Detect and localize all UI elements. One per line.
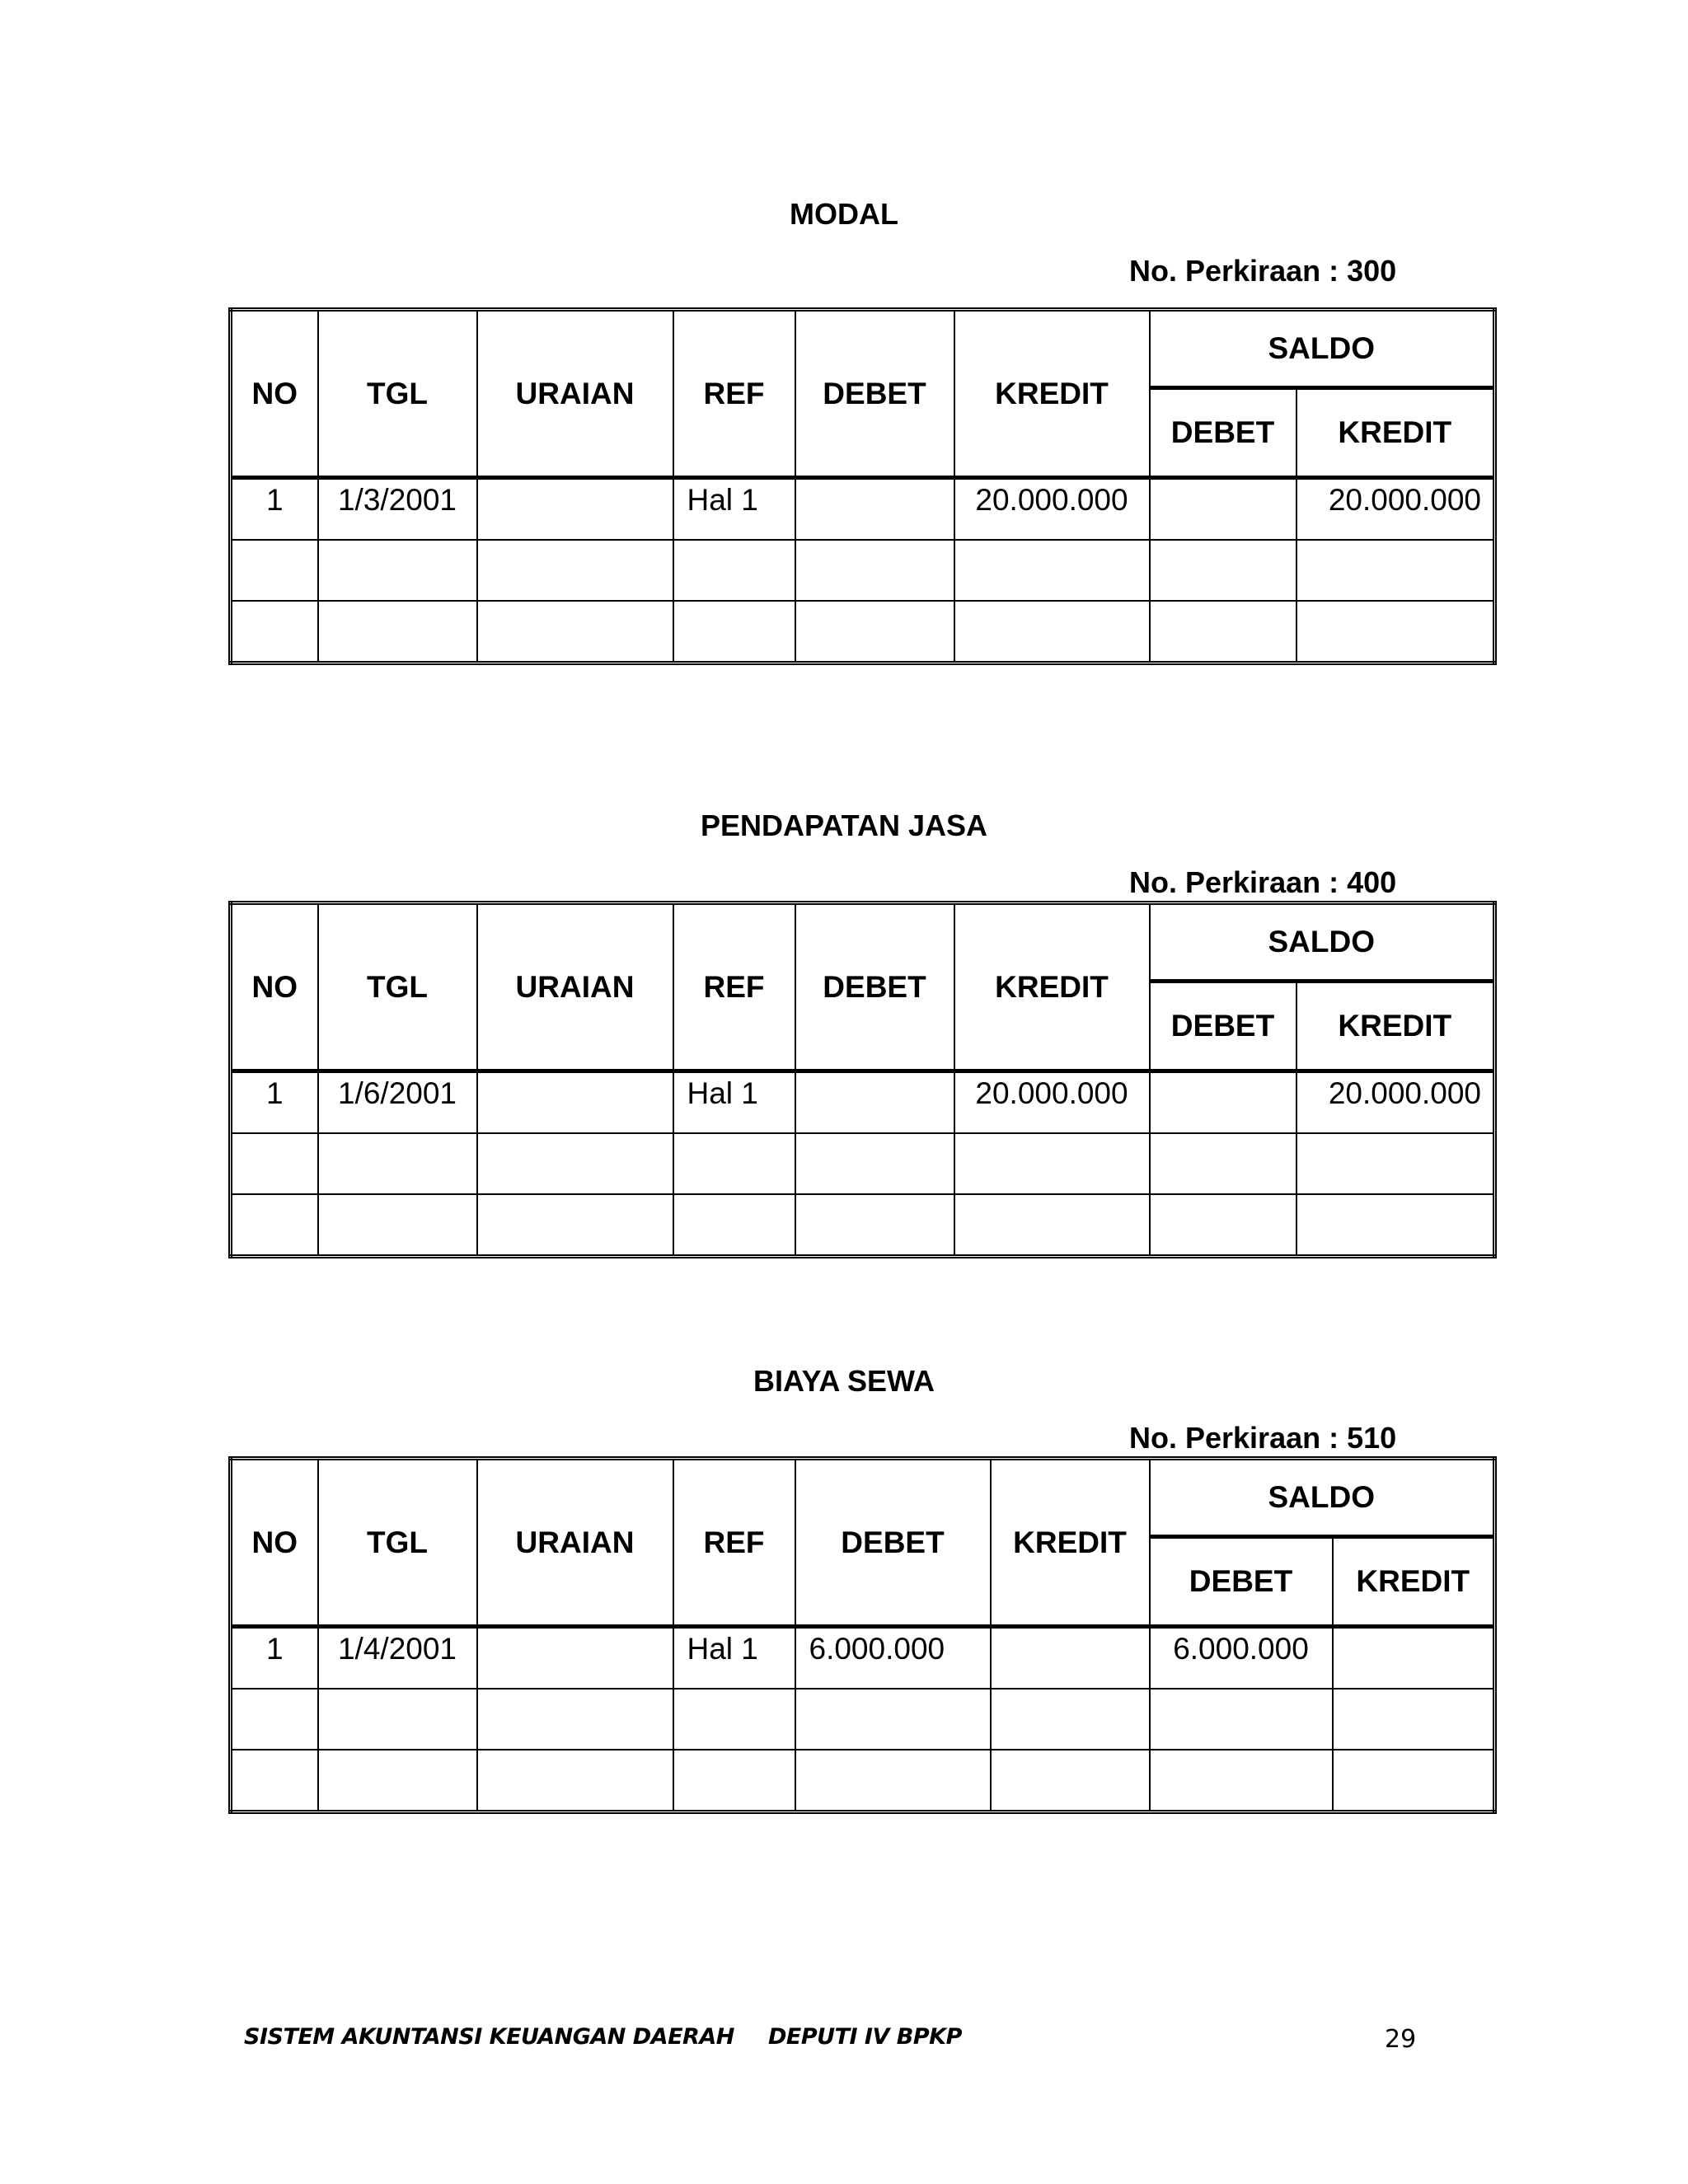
account-number: No. Perkiraan : 510	[1129, 1421, 1397, 1455]
footer-middle: DEPUTI IV BPKP	[768, 2024, 962, 2050]
cell-saldo-kredit	[1333, 1627, 1495, 1690]
cell-uraian	[477, 1071, 673, 1134]
ledger-table-pendapatan-jasa	[228, 901, 1497, 1258]
header-debet: DEBET	[795, 903, 954, 1071]
table-row-empty	[231, 1133, 1495, 1194]
cell-ref: Hal 1	[673, 478, 795, 541]
cell-debet	[795, 1071, 954, 1134]
ledger-title: MODAL	[790, 197, 898, 231]
cell-debet	[795, 478, 954, 541]
cell-saldo-debet	[1150, 478, 1296, 541]
header-saldo: SALDO	[1150, 310, 1495, 388]
cell-ref: Hal 1	[673, 1071, 795, 1134]
page-number: 29	[1385, 2025, 1417, 2054]
cell-no: 1	[231, 478, 318, 541]
table-row-empty	[231, 1689, 1495, 1750]
cell-ref: Hal 1	[673, 1627, 795, 1690]
cell-saldo-kredit: 20.000.000	[1296, 478, 1495, 541]
header-saldo-kredit: KREDIT	[1296, 982, 1495, 1071]
header-ref: REF	[673, 310, 795, 478]
header-ref: REF	[673, 903, 795, 1071]
header-tgl: TGL	[318, 903, 477, 1071]
cell-saldo-debet: 6.000.000	[1150, 1627, 1333, 1690]
header-debet: DEBET	[795, 310, 954, 478]
header-ref: REF	[673, 1459, 795, 1627]
cell-saldo-debet	[1150, 1071, 1296, 1134]
cell-debet: 6.000.000	[795, 1627, 991, 1690]
header-kredit: KREDIT	[991, 1459, 1150, 1627]
account-number: No. Perkiraan : 400	[1129, 865, 1397, 899]
cell-kredit: 20.000.000	[954, 1071, 1150, 1134]
header-tgl: TGL	[318, 1459, 477, 1627]
header-saldo-debet: DEBET	[1150, 1537, 1333, 1627]
cell-uraian	[477, 1627, 673, 1690]
header-uraian: URAIAN	[477, 310, 673, 478]
header-saldo-kredit: KREDIT	[1296, 388, 1495, 478]
ledger-title: BIAYA SEWA	[753, 1364, 935, 1398]
cell-no: 1	[231, 1627, 318, 1690]
ledger-title: PENDAPATAN JASA	[700, 808, 988, 842]
account-number: No. Perkiraan : 300	[1129, 254, 1397, 288]
cell-kredit	[991, 1627, 1150, 1690]
table-row-empty	[231, 540, 1495, 601]
header-uraian: URAIAN	[477, 903, 673, 1071]
table-row	[231, 1627, 1495, 1690]
header-debet: DEBET	[795, 1459, 991, 1627]
cell-uraian	[477, 478, 673, 541]
ledger-table-modal	[228, 307, 1497, 665]
cell-kredit: 20.000.000	[954, 478, 1150, 541]
table-row-empty	[231, 601, 1495, 663]
header-saldo: SALDO	[1150, 1459, 1495, 1537]
footer-left: SISTEM AKUNTANSI KEUANGAN DAERAH	[244, 2024, 734, 2050]
table-row-empty	[231, 1750, 1495, 1812]
header-uraian: URAIAN	[477, 1459, 673, 1627]
table-row	[231, 478, 1495, 541]
table-row	[231, 1071, 1495, 1134]
header-no: NO	[231, 1459, 318, 1627]
header-no: NO	[231, 310, 318, 478]
cell-tgl: 1/4/2001	[318, 1627, 477, 1690]
header-saldo-debet: DEBET	[1150, 982, 1296, 1071]
cell-tgl: 1/3/2001	[318, 478, 477, 541]
header-saldo: SALDO	[1150, 903, 1495, 982]
header-saldo-debet: DEBET	[1150, 388, 1296, 478]
header-saldo-kredit: KREDIT	[1333, 1537, 1495, 1627]
cell-tgl: 1/6/2001	[318, 1071, 477, 1134]
cell-no: 1	[231, 1071, 318, 1134]
table-row-empty	[231, 1194, 1495, 1257]
header-kredit: KREDIT	[954, 310, 1150, 478]
ledger-table-biaya-sewa	[228, 1456, 1497, 1814]
header-kredit: KREDIT	[954, 903, 1150, 1071]
header-tgl: TGL	[318, 310, 477, 478]
cell-saldo-kredit: 20.000.000	[1296, 1071, 1495, 1134]
header-no: NO	[231, 903, 318, 1071]
